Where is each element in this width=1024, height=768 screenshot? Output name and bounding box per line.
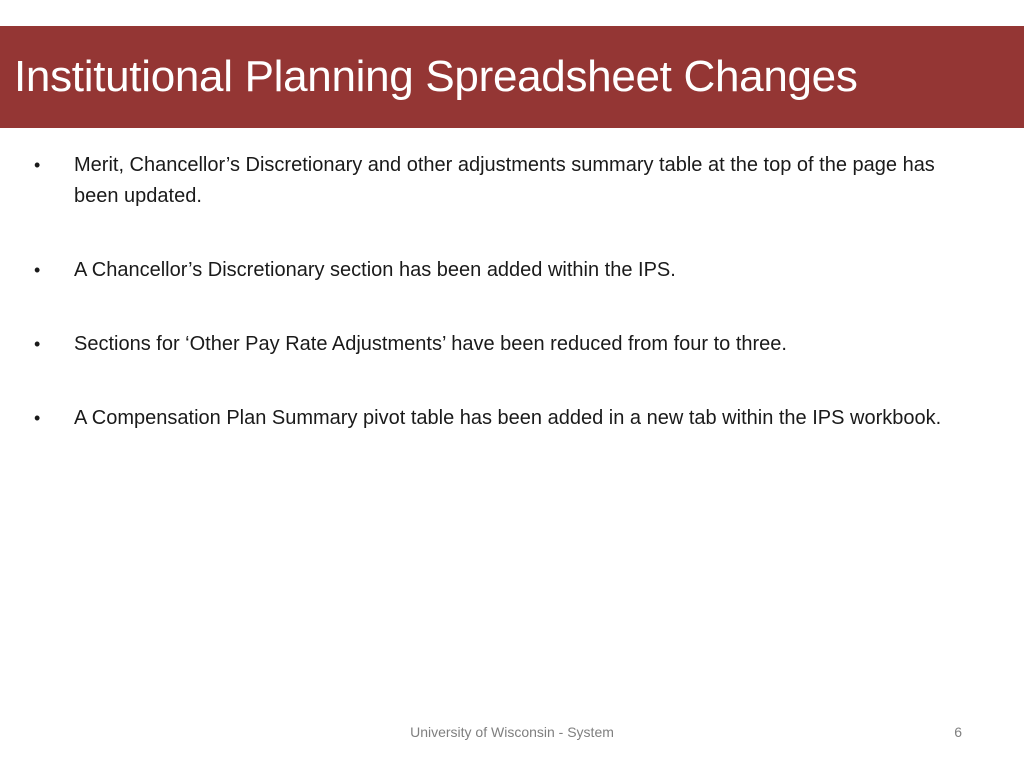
bullet-text: A Compensation Plan Summary pivot table has been added in a new tab within the IPS workbook. [74,407,942,429]
bullet-icon: • [34,260,41,280]
bullet-item [0,329,1024,360]
bullet-item [0,150,1024,212]
bullet-item [0,255,1024,286]
bullet-text: Sections for ‘Other Pay Rate Adjustments’ have been reduced from four to three. [74,333,787,355]
bullet-icon: • [34,334,41,354]
bullet-icon: • [34,408,41,428]
bullet-text: Merit, Chancellor’s Discretionary and other adjustments summary table at the top of the page has been updated. [74,154,935,207]
title-bar [0,26,1024,128]
page-number: 6 [954,724,962,740]
bullet-icon: • [34,155,41,175]
slide-title: Institutional Planning Spreadsheet Changes [14,52,858,101]
footer-text: University of Wisconsin - System [410,724,614,740]
bullet-list [0,150,1024,477]
bullet-item [0,403,1024,434]
bullet-text: A Chancellor’s Discretionary section has been added within the IPS. [74,259,676,281]
